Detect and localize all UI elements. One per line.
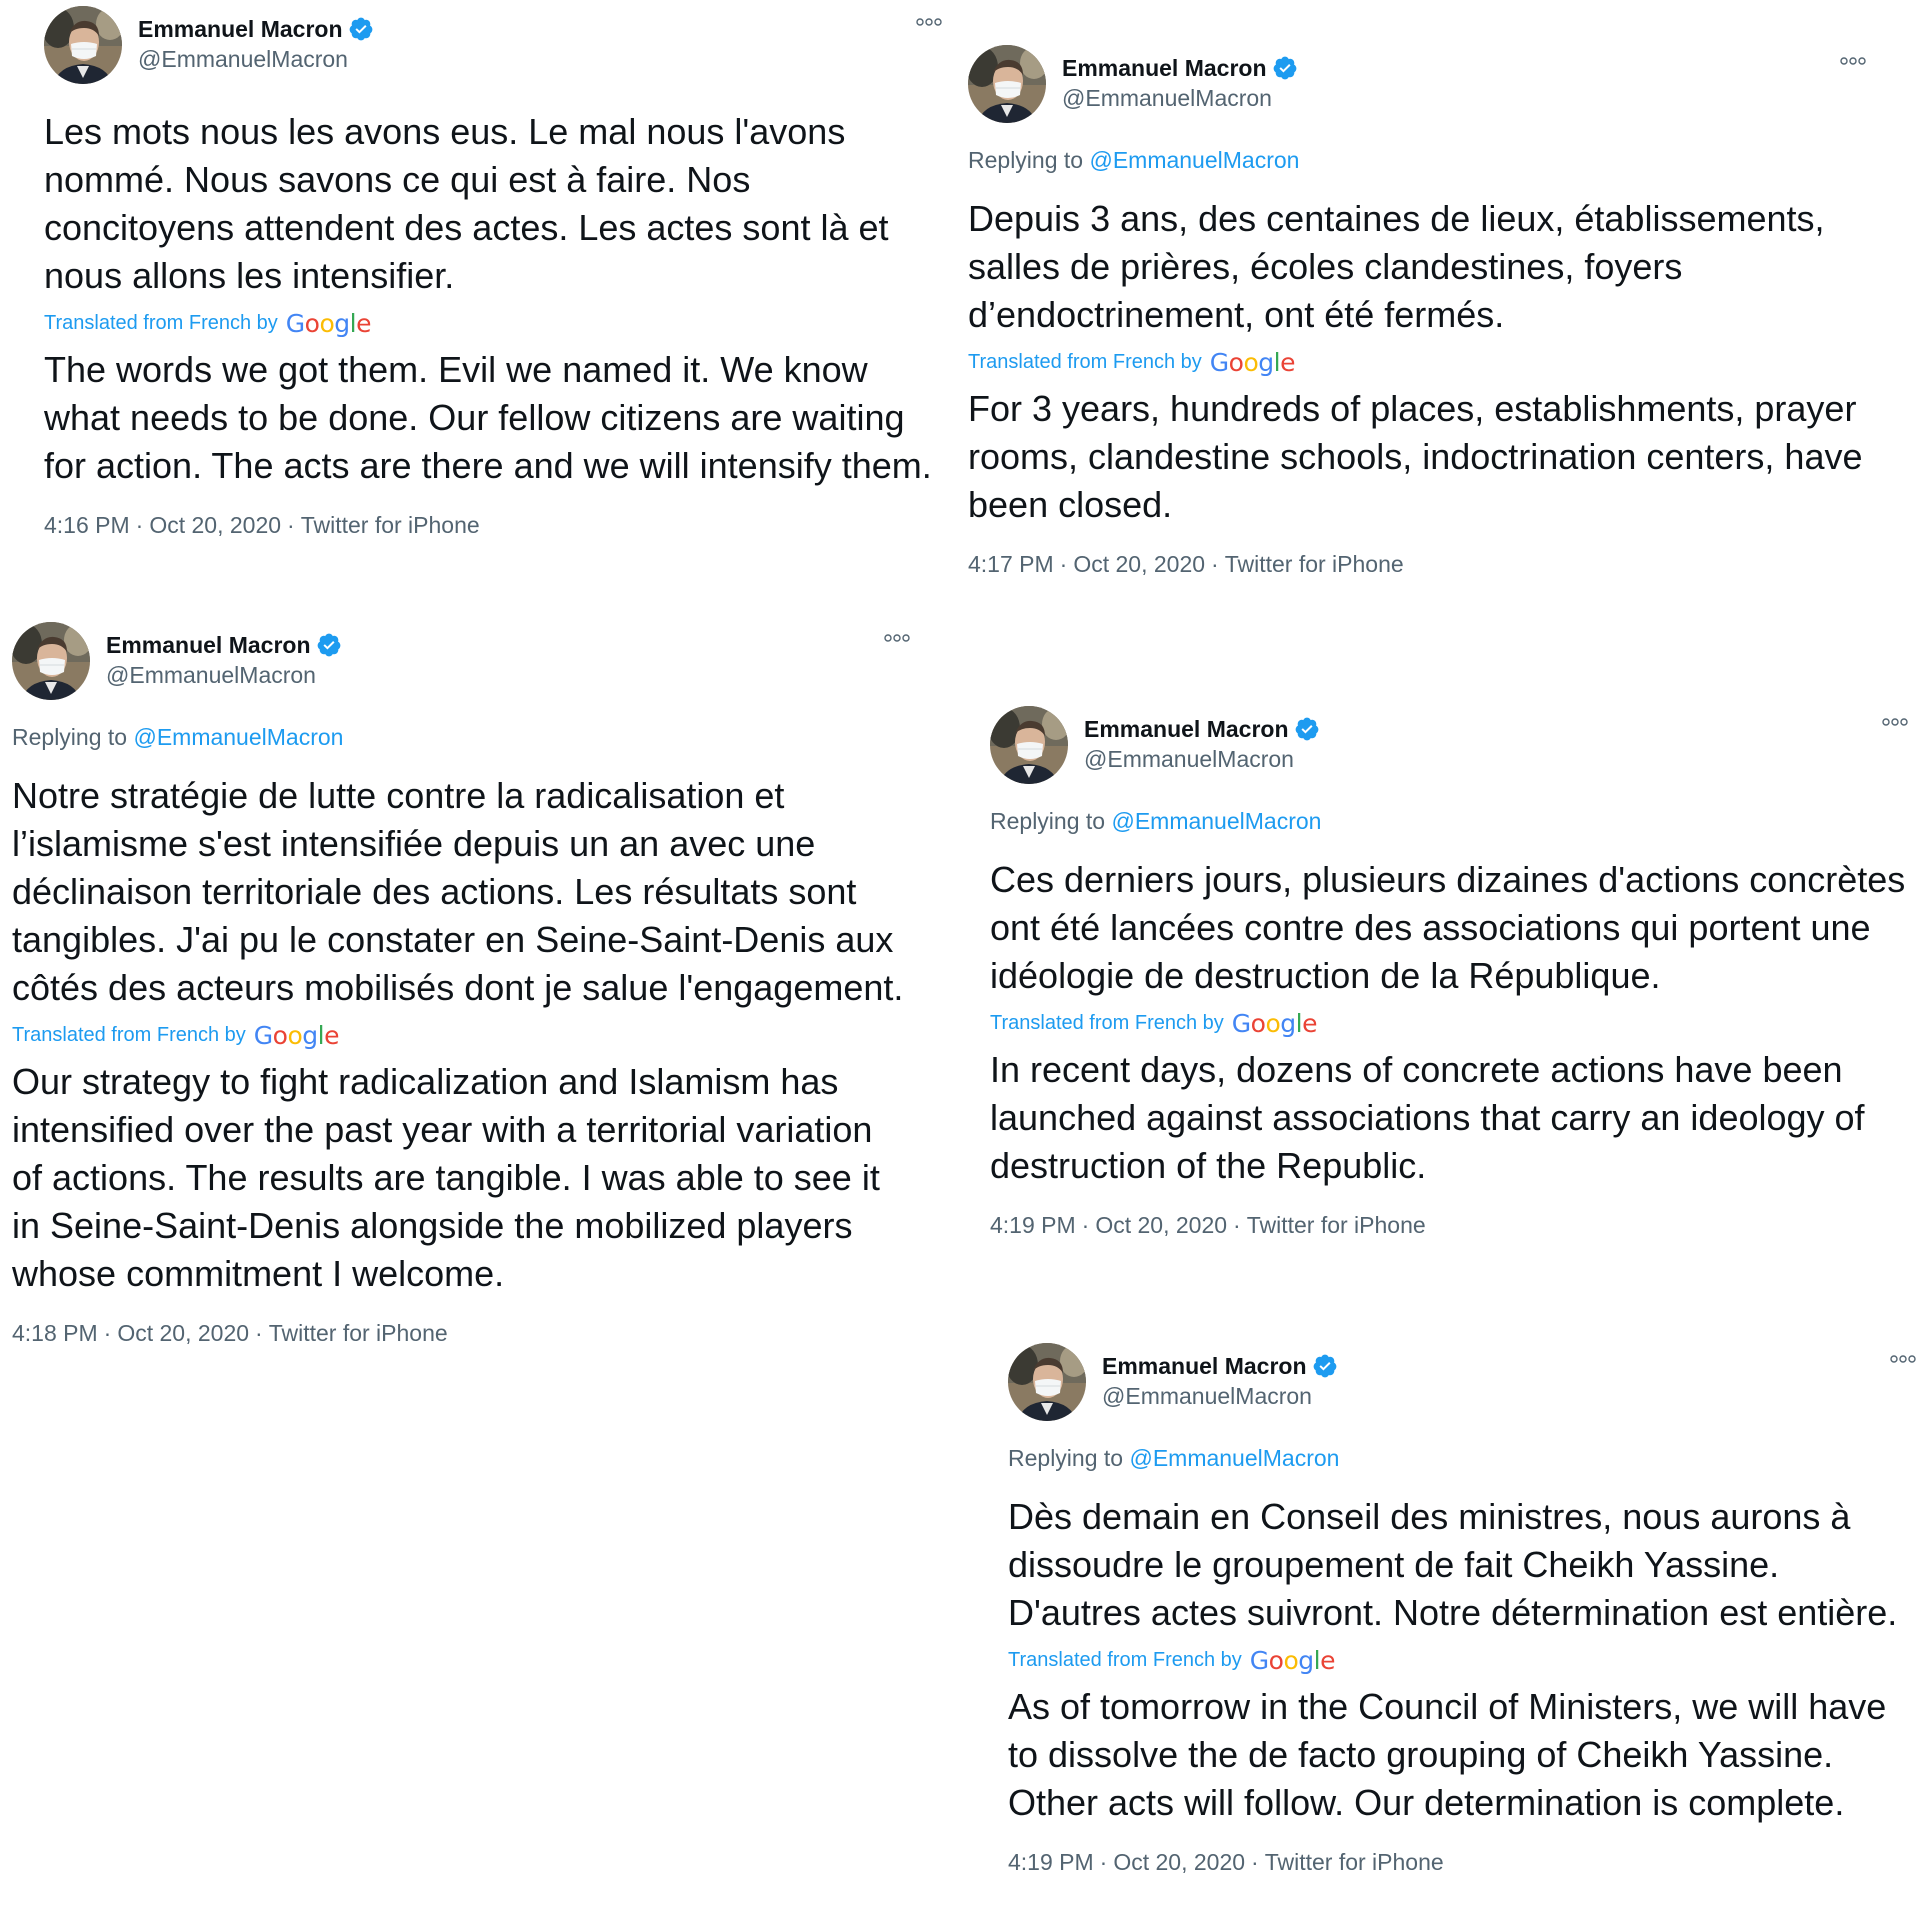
google-logo: Google xyxy=(1209,347,1295,377)
author-name[interactable]: Emmanuel Macron xyxy=(1062,54,1267,81)
author-name[interactable]: Emmanuel Macron xyxy=(138,15,343,42)
tweet-header xyxy=(1008,1343,1918,1423)
verified-badge-icon xyxy=(348,16,374,42)
tweet-header xyxy=(44,6,944,86)
more-options-icon[interactable] xyxy=(882,628,912,648)
meta-separator: · xyxy=(103,1320,112,1346)
author-handle[interactable]: @EmmanuelMacron xyxy=(1062,85,1272,111)
author-name[interactable]: Emmanuel Macron xyxy=(106,631,311,658)
author-names xyxy=(138,14,374,73)
tweet-source[interactable]: Twitter for iPhone xyxy=(1264,1849,1444,1875)
replying-mention-link[interactable]: @EmmanuelMacron xyxy=(133,724,344,750)
tweet-source[interactable]: Twitter for iPhone xyxy=(1246,1212,1426,1238)
author-name[interactable]: Emmanuel Macron xyxy=(1102,1352,1307,1379)
author-handle[interactable]: @EmmanuelMacron xyxy=(138,46,348,72)
tweet-translated-text: Our strategy to fight radicalization and Islamism has intensified over the past year with a territorial variation of actions. The results are tangible. I was able to see it in Seine-Saint-Denis alongside the mobilized players whose commitment I welcome. xyxy=(12,1061,880,1294)
meta-separator: · xyxy=(1251,1849,1259,1875)
more-options-icon[interactable] xyxy=(914,12,944,32)
tweet-date[interactable]: Oct 20, 2020 xyxy=(1095,1212,1228,1238)
google-logo: Google xyxy=(1249,1645,1335,1675)
tweet-time[interactable]: 4:19 PM xyxy=(990,1212,1076,1238)
author-names xyxy=(1084,714,1320,773)
tweet-2 xyxy=(968,45,1868,578)
author-names xyxy=(1062,53,1298,112)
tweet-translated-text: In recent days, dozens of concrete actions have been launched against associations that carry an ideology of destruction of the Republic. xyxy=(990,1049,1865,1186)
author-names xyxy=(106,630,342,689)
tweet-time[interactable]: 4:19 PM xyxy=(1008,1849,1094,1875)
tweet-header xyxy=(12,622,912,702)
avatar[interactable] xyxy=(968,45,1046,123)
tweet-header xyxy=(990,706,1910,786)
tweet-5 xyxy=(1008,1343,1918,1876)
google-logo: Google xyxy=(253,1020,339,1050)
meta-separator: · xyxy=(1059,551,1068,577)
tweet-meta xyxy=(990,1212,1910,1239)
verified-badge-icon xyxy=(1272,55,1298,81)
author-handle[interactable]: @EmmanuelMacron xyxy=(106,662,316,688)
tweet-original-text: Ces derniers jours, plusieurs dizaines d'actions concrètes ont été lancées contre des associations qui portent une idéologie de destruction de la République. xyxy=(990,859,1906,996)
replying-prefix: Replying to xyxy=(990,808,1106,834)
name-row xyxy=(106,630,342,660)
name-row xyxy=(1102,1351,1338,1381)
tweet-original-text: Les mots nous les avons eus. Le mal nous l'avons nommé. Nous savons ce qui est à faire. Nos concitoyens attendent des actes. Les actes sont là et nous allons les intensifier. xyxy=(44,111,889,296)
replying-to xyxy=(990,808,1910,838)
tweet-original-text: Dès demain en Conseil des ministres, nous aurons à dissoudre le groupement de fait Cheikh Yassine. D'autres actes suivront. Notre détermination est entière. xyxy=(1008,1496,1898,1633)
author-names xyxy=(1102,1351,1338,1410)
google-logo: Google xyxy=(285,308,371,338)
tweet-meta xyxy=(968,551,1868,578)
replying-prefix: Replying to xyxy=(1008,1445,1124,1471)
tweet-date[interactable]: Oct 20, 2020 xyxy=(149,512,282,538)
meta-separator: · xyxy=(287,512,295,538)
meta-separator: · xyxy=(135,512,144,538)
translated-by[interactable] xyxy=(12,1018,912,1052)
avatar[interactable] xyxy=(1008,1343,1086,1421)
tweet-time[interactable]: 4:18 PM xyxy=(12,1320,98,1346)
replying-prefix: Replying to xyxy=(12,724,128,750)
tweet-time[interactable]: 4:16 PM xyxy=(44,512,130,538)
name-row xyxy=(138,14,374,44)
translated-by[interactable] xyxy=(44,306,944,340)
verified-badge-icon xyxy=(1294,716,1320,742)
translated-label: Translated from French by xyxy=(44,311,278,334)
replying-prefix: Replying to xyxy=(968,147,1084,173)
tweet-header xyxy=(968,45,1868,125)
translated-label: Translated from French by xyxy=(1008,1648,1242,1671)
more-options-icon[interactable] xyxy=(1838,51,1868,71)
replying-mention-link[interactable]: @EmmanuelMacron xyxy=(1111,808,1322,834)
translated-by[interactable] xyxy=(968,345,1868,379)
meta-separator: · xyxy=(1233,1212,1241,1238)
tweet-translated-text: As of tomorrow in the Council of Ministers, we will have to dissolve the de facto grouping of Cheikh Yassine. Other acts will follow. Our determination is complete. xyxy=(1008,1686,1887,1823)
meta-separator: · xyxy=(1099,1849,1108,1875)
tweet-source[interactable]: Twitter for iPhone xyxy=(1224,551,1404,577)
translated-by[interactable] xyxy=(990,1006,1910,1040)
replying-to xyxy=(1008,1445,1918,1475)
replying-to xyxy=(968,147,1868,177)
verified-badge-icon xyxy=(1312,1353,1338,1379)
tweet-original-text: Depuis 3 ans, des centaines de lieux, établissements, salles de prières, écoles clandestines, foyers d’endoctrinement, ont été fermés. xyxy=(968,198,1825,335)
replying-to xyxy=(12,724,912,754)
tweet-date[interactable]: Oct 20, 2020 xyxy=(1073,551,1206,577)
translated-by[interactable] xyxy=(1008,1643,1918,1677)
avatar[interactable] xyxy=(44,6,122,84)
tweet-date[interactable]: Oct 20, 2020 xyxy=(1113,1849,1246,1875)
tweet-meta xyxy=(44,512,944,539)
tweet-meta xyxy=(12,1320,912,1347)
meta-separator: · xyxy=(255,1320,263,1346)
tweet-source[interactable]: Twitter for iPhone xyxy=(300,512,480,538)
meta-separator: · xyxy=(1211,551,1219,577)
avatar[interactable] xyxy=(12,622,90,700)
verified-badge-icon xyxy=(316,632,342,658)
tweet-date[interactable]: Oct 20, 2020 xyxy=(117,1320,250,1346)
replying-mention-link[interactable]: @EmmanuelMacron xyxy=(1129,1445,1340,1471)
tweet-original-text: Notre stratégie de lutte contre la radicalisation et l’islamisme s'est intensifiée depuis un an avec une déclinaison territoriale des actions. Les résultats sont tangibles. J'ai pu le constater en Seine-Saint-Denis aux côtés des acteurs mobilisés dont je salue l'engagement. xyxy=(12,775,904,1008)
translated-label: Translated from French by xyxy=(968,350,1202,373)
tweet-3 xyxy=(12,622,912,1347)
tweet-1 xyxy=(44,6,944,539)
author-handle[interactable]: @EmmanuelMacron xyxy=(1084,746,1294,772)
author-name[interactable]: Emmanuel Macron xyxy=(1084,715,1289,742)
translated-label: Translated from French by xyxy=(990,1011,1224,1034)
tweet-4 xyxy=(990,706,1910,1239)
tweet-translated-text: For 3 years, hundreds of places, establishments, prayer rooms, clandestine schools, indoctrination centers, have been closed. xyxy=(968,388,1863,525)
name-row xyxy=(1062,53,1298,83)
replying-mention-link[interactable]: @EmmanuelMacron xyxy=(1089,147,1300,173)
name-row xyxy=(1084,714,1320,744)
tweet-meta xyxy=(1008,1849,1918,1876)
meta-separator: · xyxy=(1081,1212,1090,1238)
tweet-time[interactable]: 4:17 PM xyxy=(968,551,1054,577)
google-logo: Google xyxy=(1231,1008,1317,1038)
tweet-translated-text: The words we got them. Evil we named it. We know what needs to be done. Our fellow citizens are waiting for action. The acts are there and we will intensify them. xyxy=(44,349,932,486)
author-handle[interactable]: @EmmanuelMacron xyxy=(1102,1383,1312,1409)
avatar[interactable] xyxy=(990,706,1068,784)
more-options-icon[interactable] xyxy=(1888,1349,1918,1369)
more-options-icon[interactable] xyxy=(1880,712,1910,732)
translated-label: Translated from French by xyxy=(12,1023,246,1046)
tweet-source[interactable]: Twitter for iPhone xyxy=(268,1320,448,1346)
